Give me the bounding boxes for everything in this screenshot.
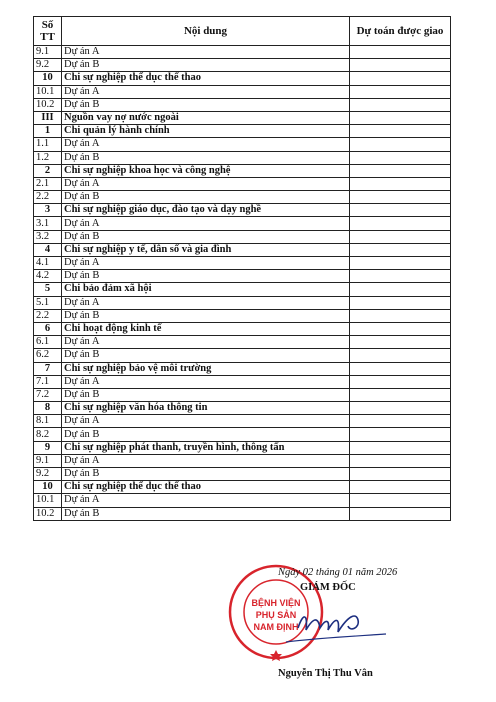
budget-table (33, 16, 451, 521)
table-row (34, 243, 451, 256)
row-budget (350, 336, 451, 349)
row-budget (350, 468, 451, 481)
row-stt: 7.1 (34, 375, 62, 388)
row-stt: 5.1 (34, 296, 62, 309)
row-budget (350, 230, 451, 243)
row-content: Dự án B (62, 468, 350, 481)
table-row (34, 59, 451, 72)
table-row (34, 98, 451, 111)
row-budget (350, 402, 451, 415)
row-stt: 10 (34, 72, 62, 85)
row-stt: 1.2 (34, 151, 62, 164)
row-stt: 4.1 (34, 257, 62, 270)
row-stt: 10.1 (34, 494, 62, 507)
row-stt: 3.2 (34, 230, 62, 243)
table-row (34, 177, 451, 190)
table-row (34, 441, 451, 454)
table-row (34, 415, 451, 428)
row-budget (350, 217, 451, 230)
table-row (34, 468, 451, 481)
table-row (34, 85, 451, 98)
row-content: Dự án A (62, 454, 350, 467)
row-budget (350, 72, 451, 85)
row-budget (350, 257, 451, 270)
signing-date: Ngày 02 tháng 01 năm 2026 (278, 567, 398, 578)
row-stt: 9 (34, 441, 62, 454)
row-budget (350, 59, 451, 72)
row-stt: 1.1 (34, 138, 62, 151)
row-budget (350, 296, 451, 309)
table-row (34, 164, 451, 177)
table-row (34, 507, 451, 520)
row-budget (350, 507, 451, 520)
row-content: Dự án A (62, 494, 350, 507)
row-budget (350, 349, 451, 362)
row-content: Dự án B (62, 98, 350, 111)
row-stt: 10.2 (34, 98, 62, 111)
row-stt: 2.1 (34, 177, 62, 190)
table-row (34, 204, 451, 217)
row-content: Chi sự nghiệp giáo dục, đào tạo và dạy nghề (62, 204, 350, 217)
row-content: Dự án A (62, 336, 350, 349)
row-budget (350, 270, 451, 283)
row-stt: 4.2 (34, 270, 62, 283)
table-body (34, 46, 451, 521)
row-budget (350, 177, 451, 190)
header-stt: Số TT (34, 17, 62, 46)
row-content: Dự án A (62, 177, 350, 190)
table-row (34, 388, 451, 401)
table-row (34, 191, 451, 204)
row-budget (350, 454, 451, 467)
table-row (34, 494, 451, 507)
row-content: Chi sự nghiệp y tế, dân số và gia đình (62, 243, 350, 256)
row-stt: 3.1 (34, 217, 62, 230)
row-stt: 2.2 (34, 191, 62, 204)
row-content: Dự án A (62, 217, 350, 230)
row-content: Chi bảo đảm xã hội (62, 283, 350, 296)
row-content: Chi quản lý hành chính (62, 125, 350, 138)
stamp-line1: BỆNH VIỆN (251, 598, 301, 608)
row-budget (350, 283, 451, 296)
row-budget (350, 164, 451, 177)
row-budget (350, 375, 451, 388)
row-content: Dự án B (62, 230, 350, 243)
row-budget (350, 98, 451, 111)
signature (278, 598, 388, 648)
table-row (34, 151, 451, 164)
row-content: Chi hoạt động kinh tế (62, 322, 350, 335)
table-row (34, 362, 451, 375)
row-stt: 8 (34, 402, 62, 415)
table-row (34, 454, 451, 467)
row-content: Dự án A (62, 415, 350, 428)
table-row (34, 402, 451, 415)
row-content: Chi sự nghiệp thể dục thể thao (62, 72, 350, 85)
row-budget (350, 441, 451, 454)
row-content: Dự án B (62, 507, 350, 520)
row-stt: 7 (34, 362, 62, 375)
row-budget (350, 362, 451, 375)
signer-title: GIÁM ĐỐC (300, 582, 356, 593)
row-budget (350, 494, 451, 507)
row-content: Dự án A (62, 138, 350, 151)
table-header (34, 17, 451, 46)
table-row (34, 230, 451, 243)
row-stt: 10.2 (34, 507, 62, 520)
table-row (34, 349, 451, 362)
row-budget (350, 111, 451, 124)
table-row (34, 72, 451, 85)
row-budget (350, 415, 451, 428)
table-row (34, 309, 451, 322)
row-content: Chi sự nghiệp thể dục thể thao (62, 481, 350, 494)
row-stt: 8.2 (34, 428, 62, 441)
stamp-line3: NAM ĐỊNH (253, 622, 299, 632)
table-row (34, 481, 451, 494)
row-content: Dự án A (62, 257, 350, 270)
row-stt: 9.1 (34, 454, 62, 467)
stamp-line2: PHỤ SẢN (255, 610, 297, 620)
row-content: Dự án B (62, 59, 350, 72)
row-stt: 10.1 (34, 85, 62, 98)
row-content: Chi sự nghiệp văn hóa thông tin (62, 402, 350, 415)
table-row (34, 138, 451, 151)
row-stt: 6.2 (34, 349, 62, 362)
table-row (34, 296, 451, 309)
row-content: Dự án A (62, 46, 350, 59)
row-content: Dự án A (62, 85, 350, 98)
row-budget (350, 388, 451, 401)
table-row (34, 125, 451, 138)
row-stt: 5 (34, 283, 62, 296)
table-row (34, 283, 451, 296)
signer-name: Nguyễn Thị Thu Vân (278, 668, 373, 679)
row-content: Dự án B (62, 191, 350, 204)
row-budget (350, 322, 451, 335)
row-content: Dự án B (62, 151, 350, 164)
row-budget (350, 204, 451, 217)
table-row (34, 270, 451, 283)
row-budget (350, 151, 451, 164)
row-stt: 9.2 (34, 59, 62, 72)
header-content: Nội dung (62, 17, 350, 46)
table-row (34, 46, 451, 59)
table-row (34, 336, 451, 349)
row-budget (350, 481, 451, 494)
row-content: Dự án A (62, 375, 350, 388)
row-stt: III (34, 111, 62, 124)
table-row (34, 257, 451, 270)
row-stt: 9.1 (34, 46, 62, 59)
row-stt: 1 (34, 125, 62, 138)
row-stt: 2.2 (34, 309, 62, 322)
table-row (34, 322, 451, 335)
row-content: Dự án B (62, 349, 350, 362)
table-row (34, 217, 451, 230)
row-stt: 6.1 (34, 336, 62, 349)
row-content: Chi sự nghiệp bảo vệ môi trường (62, 362, 350, 375)
row-budget (350, 138, 451, 151)
row-budget (350, 46, 451, 59)
table-row (34, 375, 451, 388)
row-stt: 8.1 (34, 415, 62, 428)
header-budget: Dự toán được giao (350, 17, 451, 46)
row-stt: 9.2 (34, 468, 62, 481)
row-content: Dự án A (62, 296, 350, 309)
row-stt: 7.2 (34, 388, 62, 401)
table-row (34, 428, 451, 441)
row-content: Chi sự nghiệp khoa học và công nghệ (62, 164, 350, 177)
row-budget (350, 428, 451, 441)
row-budget (350, 125, 451, 138)
row-stt: 10 (34, 481, 62, 494)
table-row (34, 111, 451, 124)
row-content: Chi sự nghiệp phát thanh, truyền hình, thông tấn (62, 441, 350, 454)
row-budget (350, 243, 451, 256)
row-stt: 4 (34, 243, 62, 256)
row-content: Dự án B (62, 309, 350, 322)
row-content: Dự án B (62, 270, 350, 283)
row-budget (350, 309, 451, 322)
row-content: Dự án B (62, 428, 350, 441)
row-content: Dự án B (62, 388, 350, 401)
row-content: Nguồn vay nợ nước ngoài (62, 111, 350, 124)
row-budget (350, 85, 451, 98)
row-stt: 6 (34, 322, 62, 335)
row-stt: 2 (34, 164, 62, 177)
row-stt: 3 (34, 204, 62, 217)
row-budget (350, 191, 451, 204)
